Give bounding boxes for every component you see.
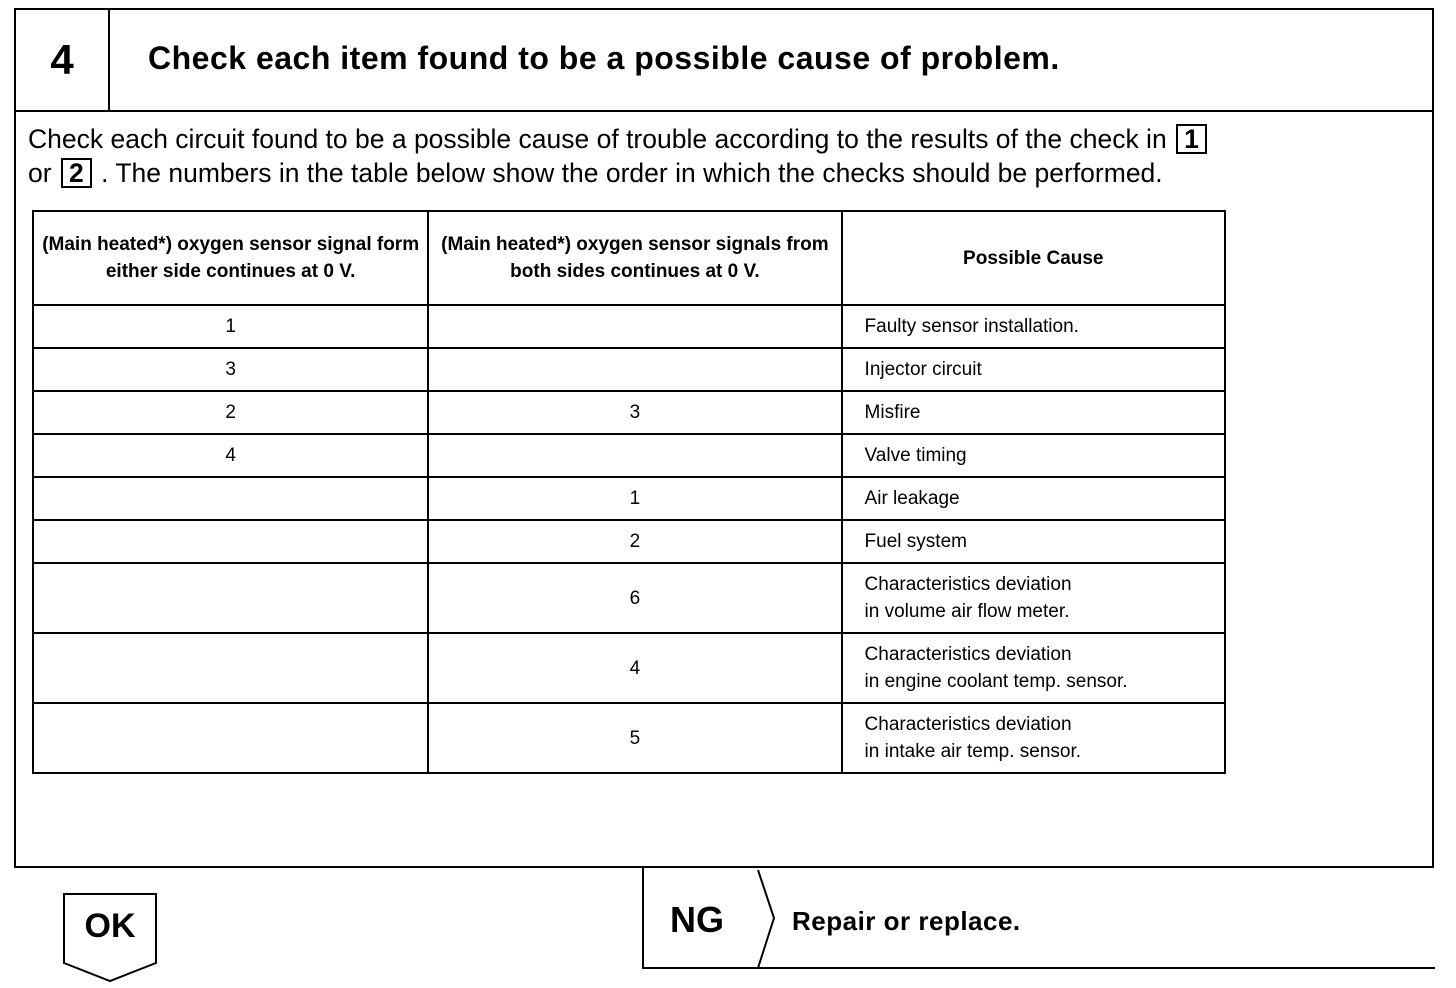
table-row (33, 703, 1225, 773)
table-row (33, 520, 1225, 563)
either-side-order (33, 633, 428, 703)
intro-line1-text: Check each circuit found to be a possible cause of trouble according to the results of the check in (28, 124, 1167, 154)
possible-cause (842, 633, 1225, 703)
table-row (33, 563, 1225, 633)
either-side-order (33, 703, 428, 773)
both-sides-order (428, 348, 841, 391)
intro-or-text: or (28, 158, 52, 188)
possible-cause: Misfire (842, 391, 1225, 434)
table-row (33, 434, 1225, 477)
either-side-order: 2 (33, 391, 428, 434)
possible-cause: Injector circuit (842, 348, 1225, 391)
either-side-order (33, 520, 428, 563)
table-row (33, 633, 1225, 703)
table-row (33, 348, 1225, 391)
table-row (33, 477, 1225, 520)
possible-cause-table (32, 210, 1226, 774)
ng-action-text: Repair or replace. (792, 906, 1021, 936)
cause-line-1: Characteristics deviation (864, 574, 1072, 595)
both-sides-order (428, 434, 841, 477)
both-sides-order: 1 (428, 477, 841, 520)
step-header (16, 10, 1432, 112)
possible-cause (842, 563, 1225, 633)
possible-cause: Valve timing (842, 434, 1225, 477)
cause-line-2: in engine coolant temp. sensor. (864, 671, 1128, 692)
either-side-order: 3 (33, 348, 428, 391)
either-side-order (33, 563, 428, 633)
ng-label: NG (670, 899, 724, 940)
intro-paragraph (28, 122, 1408, 190)
reference-box-1: 1 (1176, 124, 1207, 154)
intro-line2-text: . The numbers in the table below show the order in which the checks should be performed. (101, 158, 1163, 188)
header-either-side: (Main heated*) oxygen sensor signal form either side continues at 0 V. (33, 211, 428, 305)
possible-cause: Fuel system (842, 520, 1225, 563)
cause-line-1: Characteristics deviation (864, 644, 1072, 665)
either-side-order (33, 477, 428, 520)
possible-cause: Faulty sensor installation. (842, 305, 1225, 348)
step-title: Check each item found to be a possible cause of problem. (148, 40, 1060, 76)
step-number: 4 (16, 10, 110, 110)
possible-cause: Air leakage (842, 477, 1225, 520)
ng-arrow-shape (642, 868, 1436, 970)
table-header-row (33, 211, 1225, 305)
table-row (33, 305, 1225, 348)
table-row (33, 391, 1225, 434)
both-sides-order (428, 305, 841, 348)
cause-line-2: in volume air flow meter. (864, 601, 1070, 622)
both-sides-order: 3 (428, 391, 841, 434)
ok-branch-box (63, 893, 157, 965)
header-both-sides: (Main heated*) oxygen sensor signals from both sides continues at 0 V. (428, 211, 841, 305)
both-sides-order: 5 (428, 703, 841, 773)
either-side-order: 1 (33, 305, 428, 348)
reference-box-2: 2 (61, 158, 92, 188)
header-possible-cause: Possible Cause (842, 211, 1225, 305)
ok-label: OK (84, 907, 136, 945)
cause-line-1: Characteristics deviation (864, 714, 1072, 735)
both-sides-order: 2 (428, 520, 841, 563)
either-side-order: 4 (33, 434, 428, 477)
both-sides-order: 6 (428, 563, 841, 633)
both-sides-order: 4 (428, 633, 841, 703)
possible-cause (842, 703, 1225, 773)
ng-branch-box (642, 868, 1436, 970)
cause-line-2: in intake air temp. sensor. (864, 741, 1082, 762)
